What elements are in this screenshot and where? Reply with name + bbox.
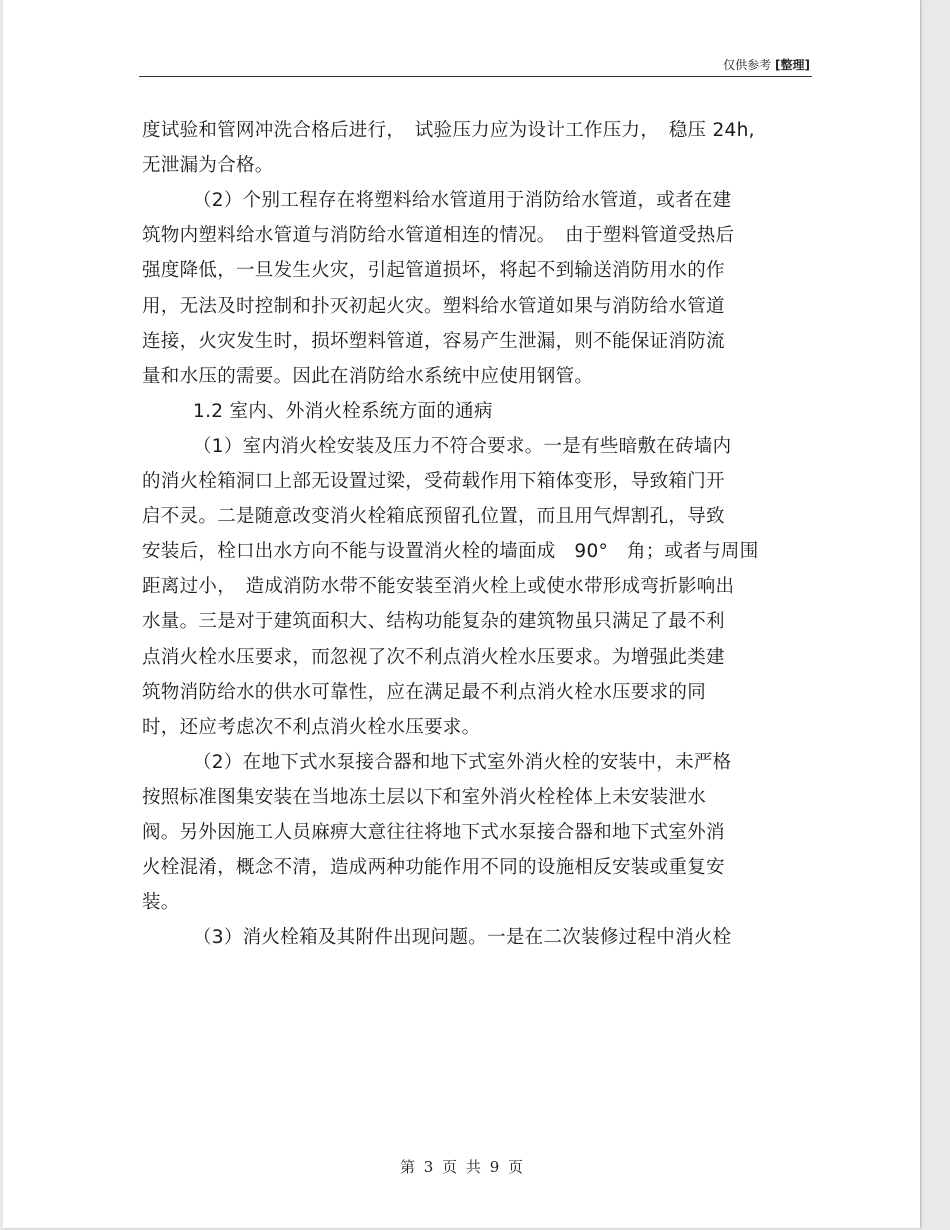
footer-total-pages: 9	[489, 1158, 500, 1176]
body-text-line: 的消火栓箱洞口上部无设置过梁，受荷载作用下箱体变形，导致箱门开	[142, 471, 725, 492]
body-text-line: 筑物消防给水的供水可靠性，应在满足最不利点消火栓水压要求的同	[142, 681, 707, 703]
body-text-line: 度试验和管网冲洗合格后进行， 试验压力应为设计工作压力， 稳压 24h,	[142, 120, 755, 141]
body-text-line: 装。	[142, 892, 180, 914]
body-text-line: 水量。三是对于建筑面积大、结构功能复杂的建筑物虽只满足了最不利	[142, 611, 725, 633]
footer-page-word: 页	[442, 1158, 458, 1176]
footer-total-prefix: 共	[465, 1158, 481, 1176]
body-text-line: （3）消火栓箱及其附件出现问题。一是在二次装修过程中消火栓	[193, 927, 732, 949]
body-text-line: 用，无法及时控制和扑灭初起火灾。塑料给水管道如果与消防给水管道	[142, 295, 725, 317]
body-text-line: 1.2 室内、外消火栓系统方面的通病	[193, 400, 493, 422]
document-page	[3, 0, 920, 1228]
body-text-line: 强度降低，一旦发生火灾，引起管道损坏，将起不到输送消防用水的作	[142, 260, 725, 282]
body-text-line: （2）个别工程存在将塑料给水管道用于消防给水管道，或者在建	[193, 190, 732, 212]
body-text-line: 连接，火灾发生时，损坏塑料管道，容易产生泄漏，则不能保证消防流	[142, 330, 725, 352]
header-rule	[139, 76, 812, 77]
header-tag: [整理]	[775, 58, 810, 72]
footer-prefix: 第	[399, 1158, 415, 1176]
body-text-line: （2）在地下式水泵接合器和地下式室外消火栓的安装中，未严格	[193, 751, 732, 773]
page-header	[723, 56, 810, 73]
body-text-line: 火栓混淆，概念不清，造成两种功能作用不同的设施相反安装或重复安	[142, 857, 725, 879]
body-text-line: 阀。另外因施工人员麻痹大意往往将地下式水泵接合器和地下式室外消	[142, 822, 725, 843]
body-text-line: 点消火栓水压要求，而忽视了次不利点消火栓水压要求。为增强此类建	[142, 646, 725, 668]
page-footer	[3, 1156, 920, 1177]
body-text-line: 量和水压的需要。因此在消防给水系统中应使用钢管。	[142, 365, 594, 387]
body-text-line: 按照标准图集安装在当地冻土层以下和室外消火栓栓体上未安装泄水	[142, 786, 707, 808]
body-text-line: 安装后，栓口出水方向不能与设置消火栓的墙面成 90° 角；或者与周围	[142, 541, 759, 563]
body-text-line: 筑物内塑料给水管道与消防给水管道相连的情况。 由于塑料管道受热后	[142, 225, 735, 247]
body-text-line: 时，还应考虑次不利点消火栓水压要求。	[142, 716, 481, 738]
body-text-line: 无泄漏为合格。	[142, 155, 274, 177]
body-text-line: 距离过小， 造成消防水带不能安装至消火栓上或使水带形成弯折影响出	[142, 576, 735, 598]
body-text-line: 启不灵。二是随意改变消火栓箱底预留孔位置，而且用气焊割孔，导致	[142, 506, 725, 528]
body-text-line: （1）室内消火栓安装及压力不符合要求。一是有些暗敷在砖墙内	[193, 435, 732, 457]
footer-current-page: 3	[423, 1158, 434, 1176]
footer-total-word: 页	[508, 1158, 524, 1176]
header-prefix: 仅供参考	[723, 58, 772, 72]
